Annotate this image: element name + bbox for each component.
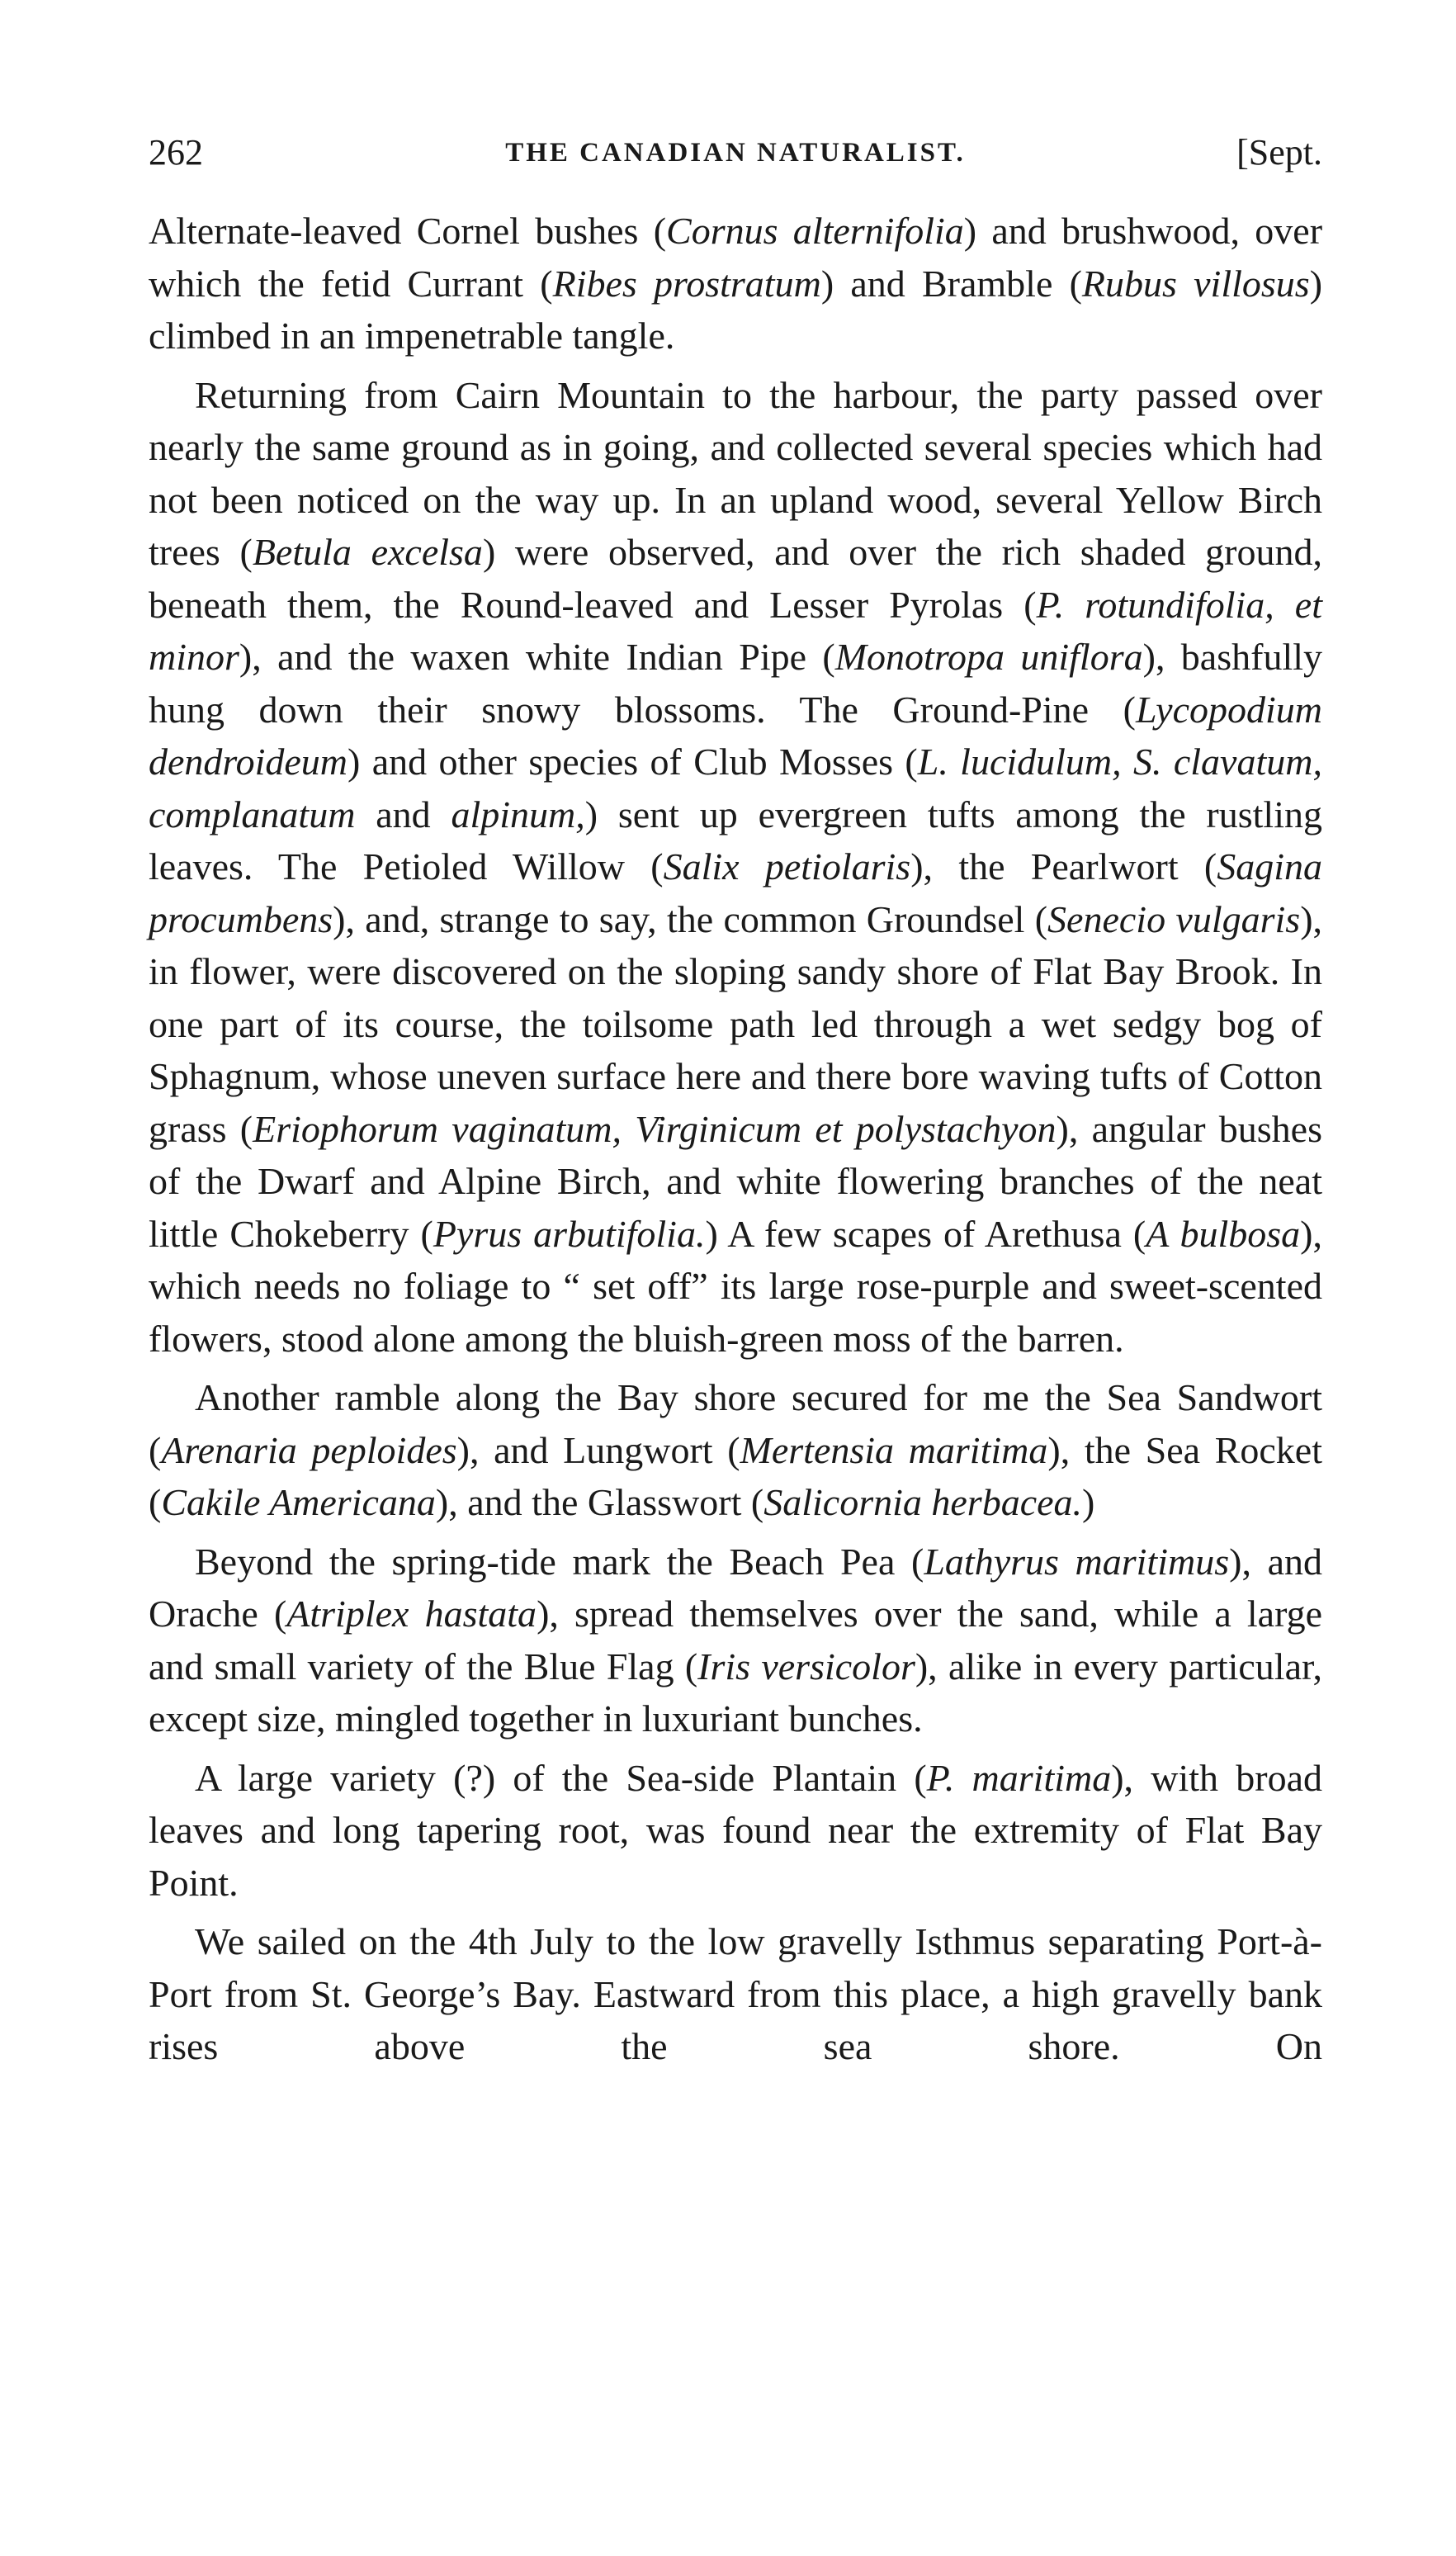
paragraph xyxy=(149,369,1322,1366)
book-page xyxy=(149,124,1322,2073)
species-name: Monotropa uniflora xyxy=(834,636,1143,678)
species-name: Ribes prostratum xyxy=(552,262,821,305)
text-run: ) were observed, and over the rich shaded ground, beneath them, the Round-leaved and Lesser Pyrolas ( xyxy=(149,531,1322,626)
species-name: Salicornia herbacea. xyxy=(763,1481,1083,1523)
running-head xyxy=(149,124,1322,182)
text-run: ), and, strange to say, the common Groundsel ( xyxy=(333,897,1048,940)
text-run: ), and Orache ( xyxy=(149,1540,1322,1635)
species-name: Atriplex hastata xyxy=(286,1593,537,1635)
text-run: ), alike in every particular, except size, mingled together in luxuriant bunches. xyxy=(149,1645,1322,1740)
text-run: ) and Bramble ( xyxy=(820,262,1082,305)
journal-title: THE CANADIAN NATURALIST. xyxy=(505,138,966,168)
species-name: Rubus villosus xyxy=(1081,262,1310,305)
species-name: Mertensia maritima xyxy=(740,1428,1048,1471)
species-name: Salix petiolaris xyxy=(663,845,911,888)
paragraph xyxy=(149,205,1322,362)
paragraph xyxy=(149,1915,1322,2073)
body-text xyxy=(149,205,1322,2073)
species-name: Betula excelsa xyxy=(252,531,483,573)
species-name: Lathyrus maritimus xyxy=(924,1540,1230,1583)
text-run: ), and Lungwort ( xyxy=(456,1428,740,1471)
species-name: L. lucidulum, S. clavatum, complanatum xyxy=(149,741,1322,835)
text-run: ) and brushwood, over which the fetid Currant ( xyxy=(149,210,1323,305)
text-run: Alternate-leaved Cornel bushes ( xyxy=(149,210,667,252)
text-run: and xyxy=(355,793,451,835)
species-name: P. rotundifolia, et minor xyxy=(149,583,1322,678)
species-name: Cakile Americana xyxy=(161,1481,436,1523)
text-run: ), the Sea Rocket ( xyxy=(149,1428,1323,1523)
paragraph xyxy=(149,1752,1322,1910)
paragraph xyxy=(149,1371,1322,1529)
text-run: ) xyxy=(1082,1481,1095,1523)
species-name: Lycopodium dendroideum xyxy=(149,688,1322,783)
text-run: A large variety (?) of the Sea-side Plantain ( xyxy=(195,1756,927,1799)
species-name: P. maritima xyxy=(926,1756,1112,1799)
text-run: ), and the Glasswort ( xyxy=(435,1481,764,1523)
text-run: Another ramble along the Bay shore secured for me the Sea Sandwort ( xyxy=(149,1376,1322,1471)
species-name: Sagina procumbens xyxy=(149,845,1322,940)
text-run: ) and other species of Club Mosses ( xyxy=(347,741,918,783)
species-name: A bulbosa xyxy=(1146,1212,1301,1255)
running-head-date: [Sept. xyxy=(1236,132,1322,173)
page-number: 262 xyxy=(149,132,203,173)
species-name: Cornus alternifolia xyxy=(666,210,964,252)
text-run: ), with broad leaves and long tapering root, was found near the extremity of Flat Bay Point. xyxy=(149,1756,1322,1904)
text-run: ), spread themselves over the sand, while a large and small variety of the Blue Flag ( xyxy=(149,1593,1323,1687)
text-run: ), in flower, were discovered on the sloping sandy shore of Flat Bay Brook. In one part of its course, the toilsome path led through a wet sedgy bog of Sphagnum, whose uneven surface here and there bore waving tufts of Cotton grass ( xyxy=(149,897,1323,1150)
text-run: ), and the waxen white Indian Pipe ( xyxy=(239,636,835,678)
species-name: Eriophorum vaginatum, Virginicum et polystachyon xyxy=(253,1107,1057,1150)
species-name: Iris versicolor xyxy=(697,1645,915,1687)
text-run: Returning from Cairn Mountain to the harbour, the party passed over nearly the same ground as in going, and collected several species which had not been noticed on the way up. In an upland wood, several Yellow Birch trees ( xyxy=(149,373,1322,573)
text-run: ) A few scapes of Arethusa ( xyxy=(705,1212,1146,1255)
text-run: We sailed on the 4th July to the low gravelly Isthmus separating Port-à-Port from St. George’s Bay. Eastward from this place, a high gravelly bank rises above the sea shore. On xyxy=(149,1920,1322,2067)
text-run: Beyond the spring-tide mark the Beach Pea ( xyxy=(195,1540,924,1583)
species-name: Pyrus arbutifolia. xyxy=(433,1212,706,1255)
text-run: ) climbed in an impenetrable tangle. xyxy=(149,262,1323,357)
species-name: Senecio vulgaris xyxy=(1047,897,1301,940)
paragraph xyxy=(149,1536,1322,1745)
text-run: ), which needs no foliage to “ set off” its large rose-purple and sweet-scented flowers, stood alone among the bluish-green moss of the barren. xyxy=(149,1212,1322,1360)
species-name: Arenaria peploides xyxy=(161,1428,457,1471)
text-run: ), the Pearlwort ( xyxy=(910,845,1217,888)
text-run: ), angular bushes of the Dwarf and Alpine Birch, and white flowering branches of the neat little Chokeberry ( xyxy=(149,1107,1322,1255)
text-run: ) sent up evergreen tufts among the rustling leaves. The Petioled Willow ( xyxy=(149,793,1322,888)
text-run: ), bashfully hung down their snowy blossoms. The Ground-Pine ( xyxy=(149,636,1322,731)
species-name: alpinum, xyxy=(451,793,585,835)
